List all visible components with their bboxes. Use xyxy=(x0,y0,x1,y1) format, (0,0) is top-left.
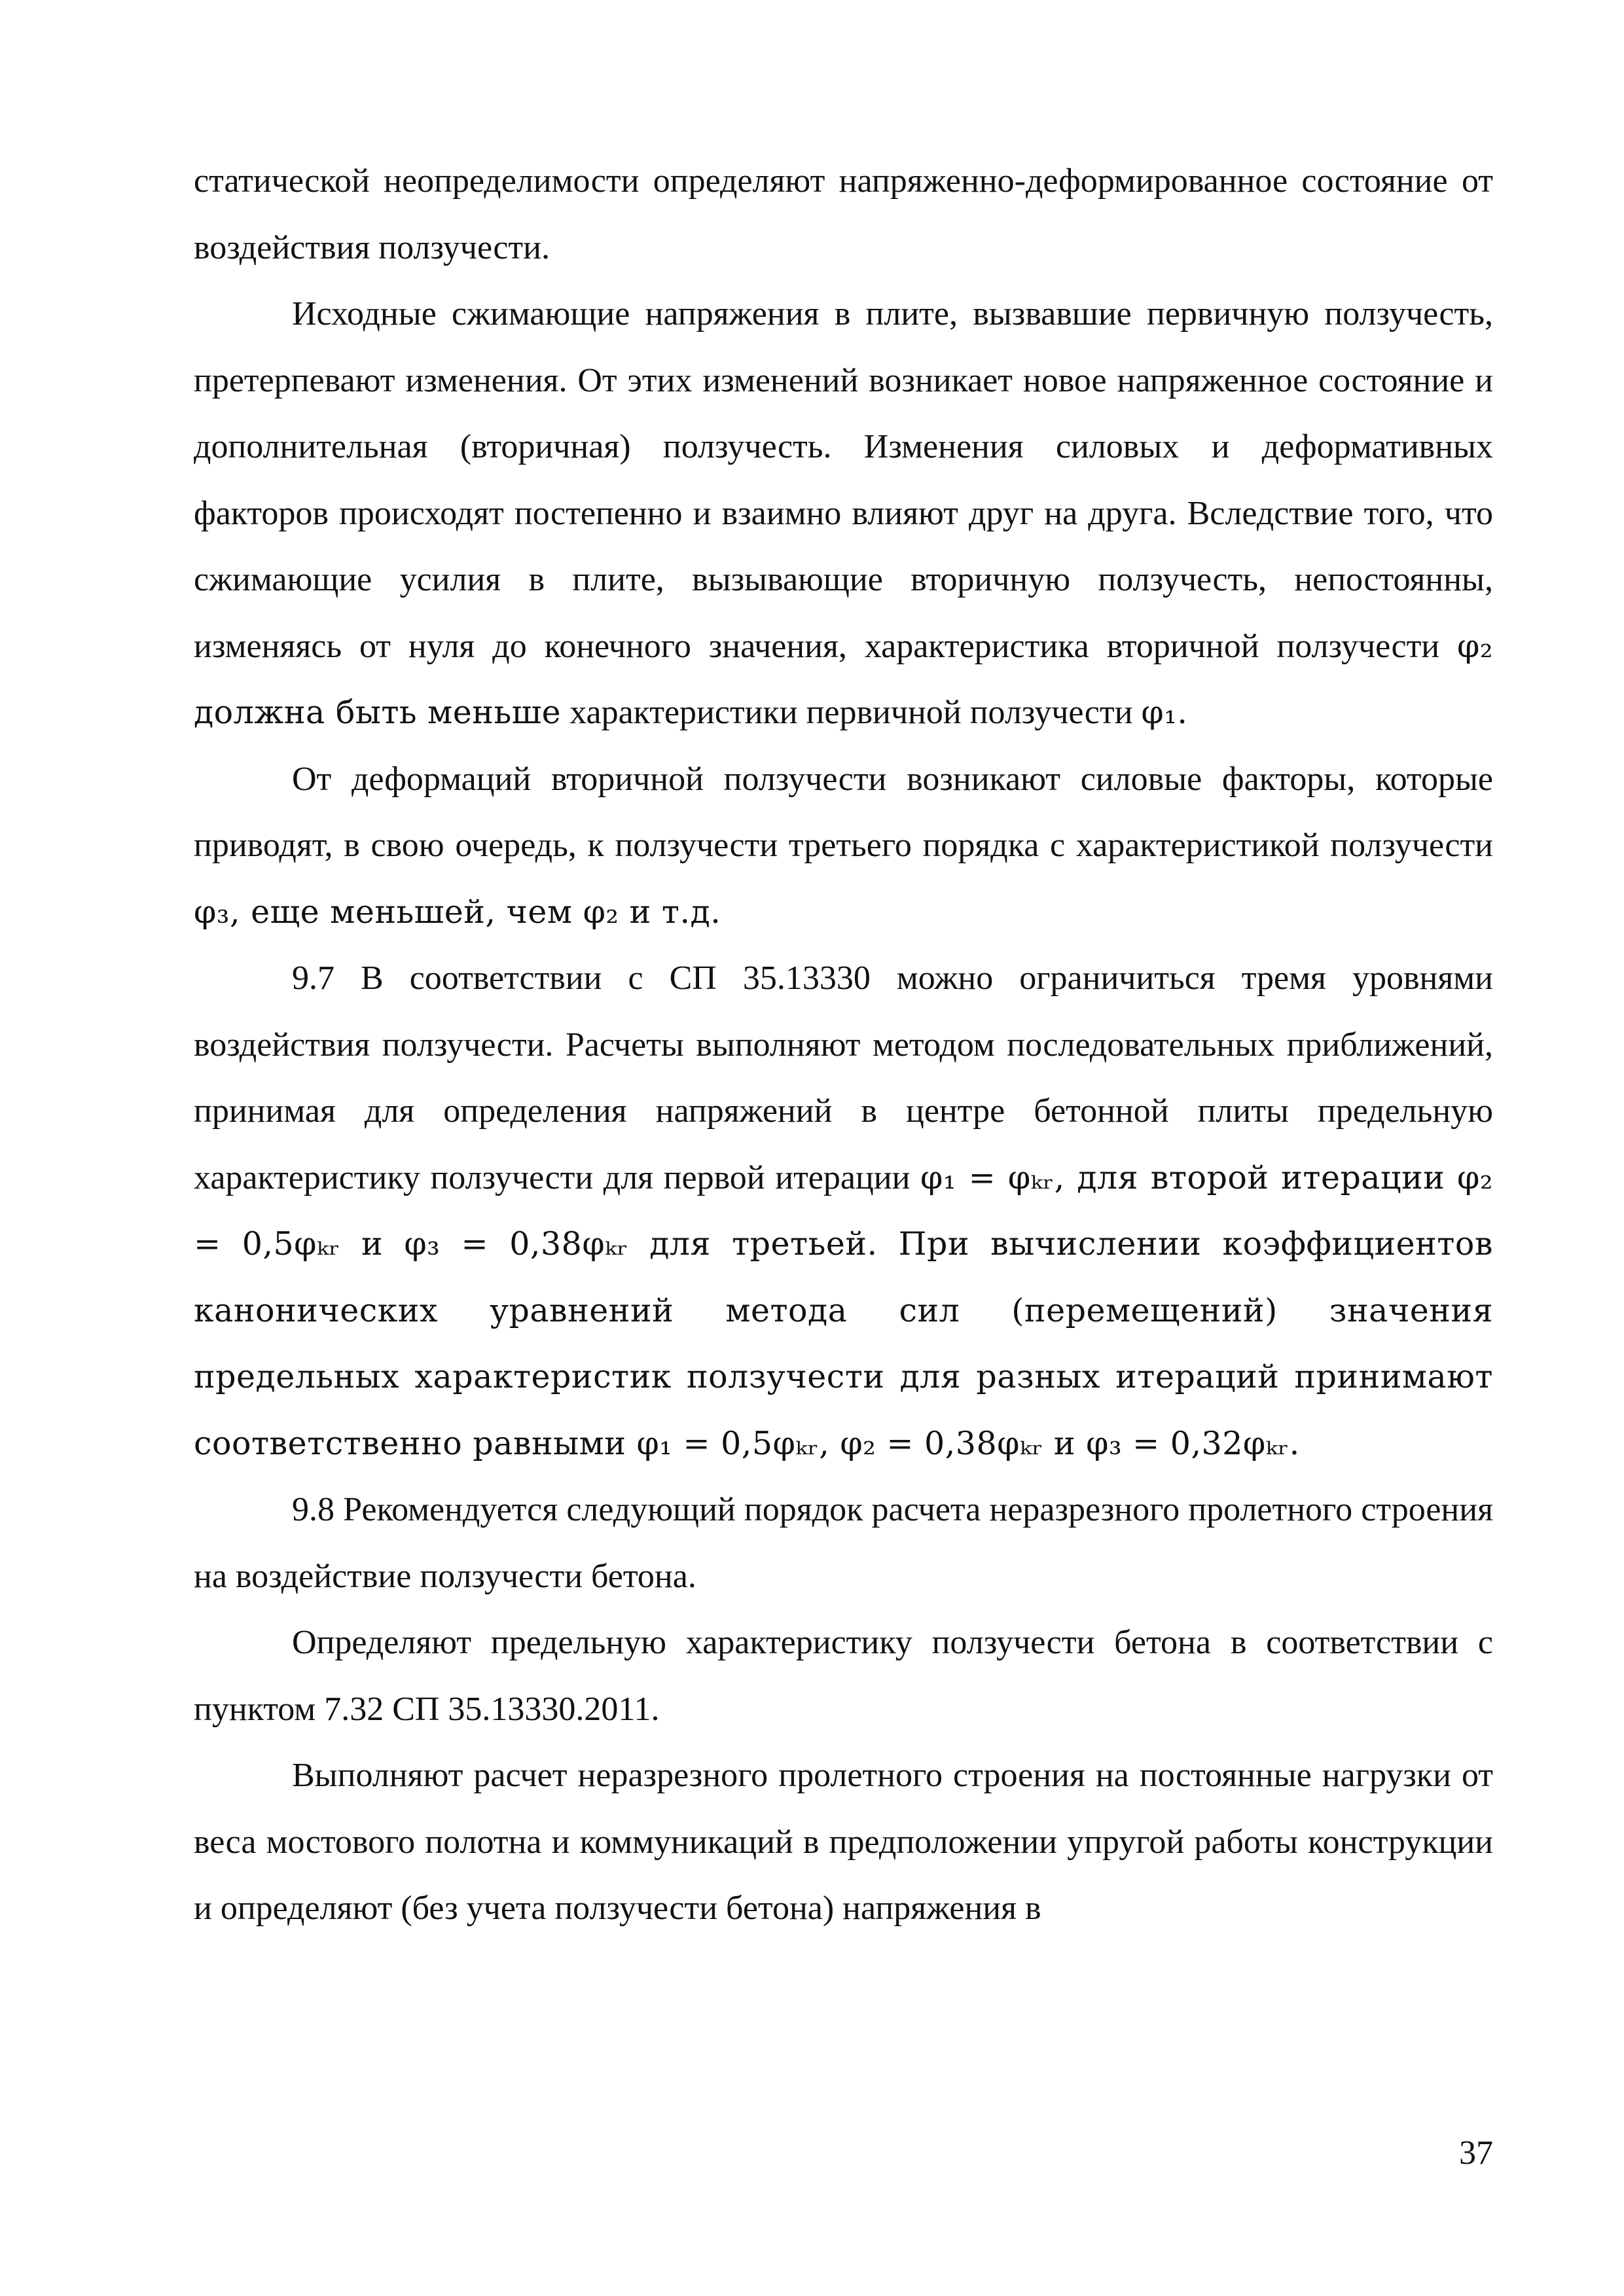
text-run: Выполняют расчет неразрезного пролетного строения на постоянные нагрузки от веса мостового полотна и коммуникаций в предположении упругой работы конструкции и определяют (без учета ползучести бетона) напряжения в xyxy=(194,1757,1493,1927)
text-run: Исходные сжимающие напряжения в плите, вызвавшие первичную ползучесть, претерпевают изменения. От этих изменений возникает новое напряженное состояние и дополнительная (вторичная) ползучесть. Изменения силовых и деформативных факторов происходят постепенно и взаимно влияют друг на друга. Вследствие того, что сжимающие усилия в плите, вызывающие вторичную ползучесть, непостоянны, изменяясь от нуля до конечного значения, характеристика вторичной ползучести xyxy=(194,295,1493,665)
paragraph-3 xyxy=(194,746,1493,946)
text-body xyxy=(194,148,1493,1942)
paragraph-6 xyxy=(194,1609,1493,1742)
text-run: характеристики первичной ползучести xyxy=(561,694,1142,731)
text-run: статической неопределимости определяют напряженно-деформированное состояние от воздействия ползучести. xyxy=(194,162,1493,266)
paragraph-2 xyxy=(194,281,1493,746)
math-formula: φ₁ = φₖᵣ, для второй итерации φ₂ = 0,5φₖᵣ и φ₃ = 0,38φₖᵣ для третьей. При вычислении коэффициентов канонических уравнений метода сил (перемещений) значения предельных характеристик ползучести для разных итераций принимают соответственно равными φ₁ = 0,5φₖᵣ, φ₂ = 0,38φₖᵣ и φ₃ = 0,32φₖᵣ. xyxy=(194,1158,1493,1462)
text-run: От деформаций вторичной ползучести возникают силовые факторы, которые приводят, в свою очередь, к ползучести третьего порядка с характеристикой ползучести xyxy=(194,760,1493,864)
math-formula: φ₃, еще меньшей, чем φ₂ и т.д. xyxy=(194,893,721,931)
page-number: 37 xyxy=(1459,2134,1493,2172)
text-run: 9.8 Рекомендуется следующий порядок расчета неразрезного пролетного строения на воздействие ползучести бетона. xyxy=(194,1491,1493,1595)
paragraph-5 xyxy=(194,1477,1493,1609)
paragraph-1 xyxy=(194,148,1493,281)
math-formula: φ₁. xyxy=(1141,694,1188,731)
math-formula: φ₂ должна быть меньше xyxy=(194,627,1493,731)
text-run: 9.7 В соответствии с СП 35.13330 можно ограничиться тремя уровнями воздействия ползучести. Расчеты выполняют методом последовательных приближений, принимая для определения напряжений в центре бетонной плиты предельную характеристику ползучести для первой итерации xyxy=(194,960,1493,1196)
text-run: Определяют предельную характеристику ползучести бетона в соответствии с пунктом 7.32 СП 35.13330.2011. xyxy=(194,1624,1493,1728)
paragraph-7 xyxy=(194,1742,1493,1942)
paragraph-4 xyxy=(194,945,1493,1477)
